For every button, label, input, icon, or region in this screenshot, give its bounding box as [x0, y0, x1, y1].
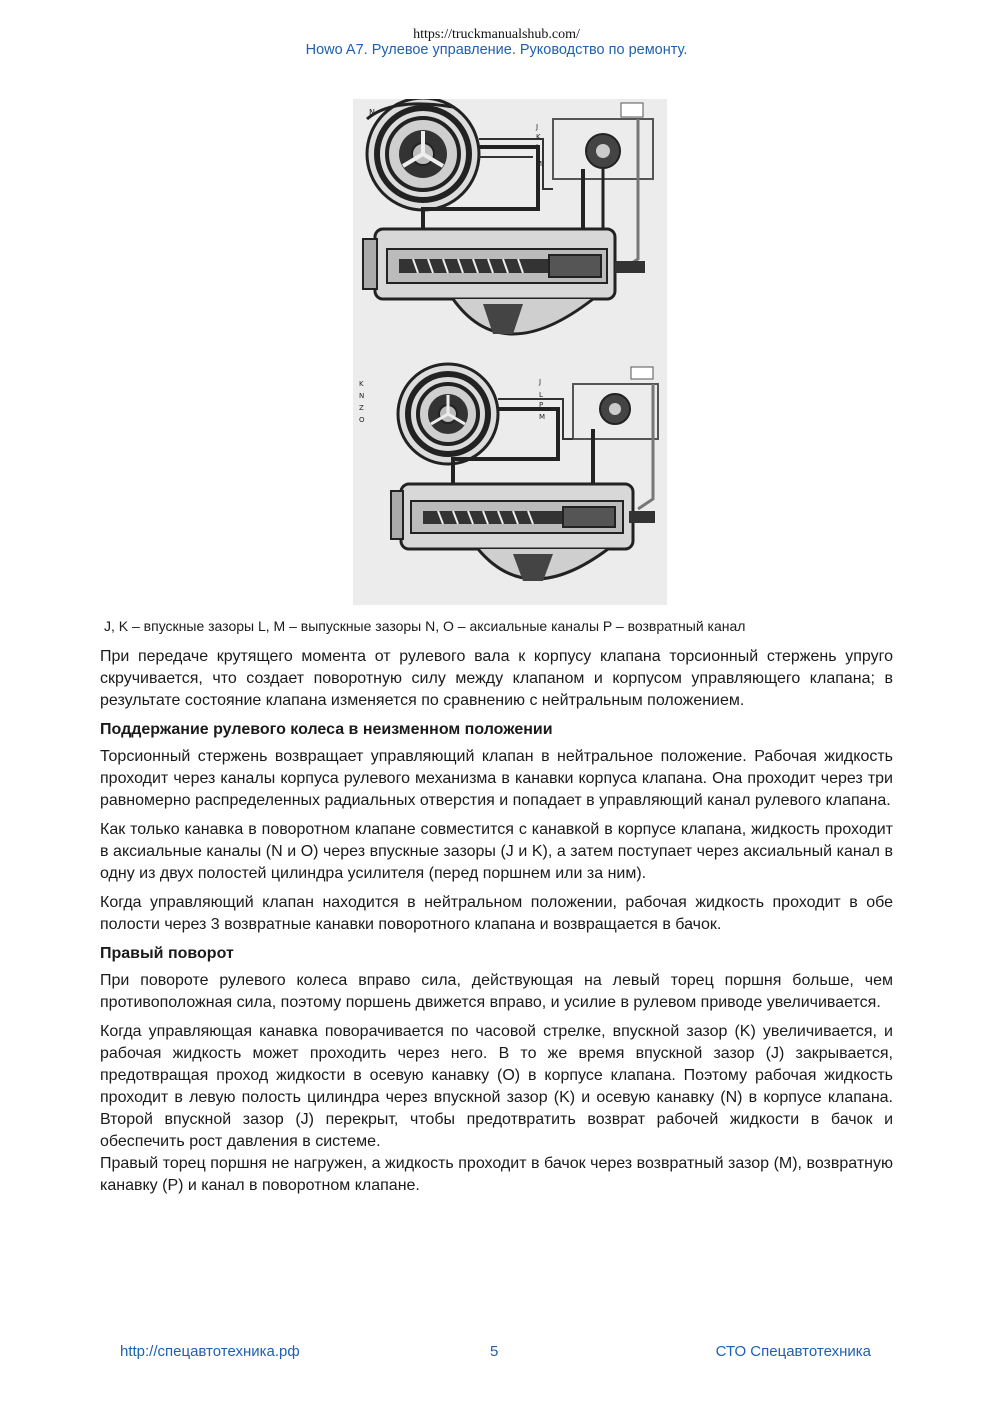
- heading-right-turn: Правый поворот: [100, 945, 234, 962]
- paragraph-right-turn-force: При повороте рулевого колеса вправо сила, действующая на левый торец поршня больше, чем противоположная сила, поэтому поршень движется вправо, и усилие в рулевом приводе увеличивается.: [100, 972, 893, 1011]
- paragraph-right-piston: Правый торец поршня не нагружен, а жидкость проходит в бачок через возвратный зазор (M), возвратную канавку (P) и канал в поворотном клапане.: [100, 1155, 893, 1194]
- footer-company: СТО Спецавтотехника: [715, 1343, 871, 1360]
- upper-label-left-0: N: [369, 108, 375, 117]
- lower-label-left-3: O: [359, 416, 365, 424]
- paragraph-neutral-return: Торсионный стержень возвращает управляющий клапан в нейтральное положение. Рабочая жидкость проходит через каналы корпуса рулевого механизма в канавки корпуса клапана. Она проходит через три равномерно распределенных радиальных отверстия и попадает в управляющий канал рулевого клапана.: [100, 748, 893, 809]
- upper-label-right-1: K: [536, 133, 541, 141]
- upper-valve-cross-section: [367, 99, 479, 210]
- heading-hold-position: Поддержание рулевого колеса в неизменном положении: [100, 721, 553, 738]
- upper-label-right-4: M: [536, 160, 543, 168]
- lower-label-right-3: M: [539, 413, 546, 421]
- lower-label-right-1: L: [539, 391, 543, 399]
- site-url[interactable]: https://truckmanualshub.com/: [413, 27, 580, 42]
- steering-valve-diagram: [353, 99, 667, 605]
- document-title: Howo A7. Рулевое управление. Руководство по ремонту.: [305, 42, 688, 58]
- paragraph-neutral-flow: Когда управляющий клапан находится в нейтральном положении, рабочая жидкость проходит в обе полости через 3 возвратные канавки поворотного клапана и возвращается в бачок.: [100, 894, 893, 933]
- lower-label-right-0: J: [539, 378, 542, 386]
- footer-link[interactable]: http://спецавтотехника.рф: [120, 1343, 300, 1360]
- upper-label-right-2: L: [536, 143, 540, 151]
- lower-label-left-1: N: [359, 392, 365, 400]
- lower-label-left-2: Z: [359, 404, 364, 412]
- lower-valve-cross-section: [398, 364, 498, 464]
- upper-label-right-3: P: [536, 151, 541, 159]
- page-number: 5: [490, 1343, 499, 1360]
- paragraph-torsion-bar: При передаче крутящего момента от рулевого вала к корпусу клапана торсионный стержень упруго скручивается, что создает поворотную силу между клапаном и корпусом управляющего клапана; в результате состояние клапана изменяется по сравнению с нейтральным положением.: [100, 648, 893, 709]
- paragraph-clockwise-groove: Когда управляющая канавка поворачивается по часовой стрелке, впускной зазор (K) увеличивается, и рабочая жидкость может проходить через него. В то же время впускной зазор (J) закрывается, предотвращая проход жидкости в осевую канавку (O) в корпусе клапана. Поэтому рабочая жидкость проходит в левую полость цилиндра через впускной зазор (K) и осевую канавку (N) в корпусе клапана. Второй впускной зазор (J) перекрыт, чтобы предотвратить возврат рабочей жидкости в бачок и обеспечить рост давления в системе.: [100, 1023, 893, 1150]
- paragraph-groove-alignment: Как только канавка в поворотном клапане совместится с канавкой в корпусе клапана, жидкость проходит в аксиальные каналы (N и O) через впускные зазоры (J и K), а затем поступает через аксиальный канал в одну из двух полостей цилиндра усилителя (перед поршнем или за ним).: [100, 821, 893, 882]
- lower-label-right-2: P: [539, 401, 544, 409]
- body-text: [100, 646, 893, 1204]
- upper-label-right-0: J: [536, 123, 539, 131]
- lower-label-left-0: K: [359, 380, 364, 388]
- figure-caption: J, K – впускные зазоры L, M – выпускные зазоры N, O – аксиальные каналы P – возвратный канал: [104, 618, 746, 634]
